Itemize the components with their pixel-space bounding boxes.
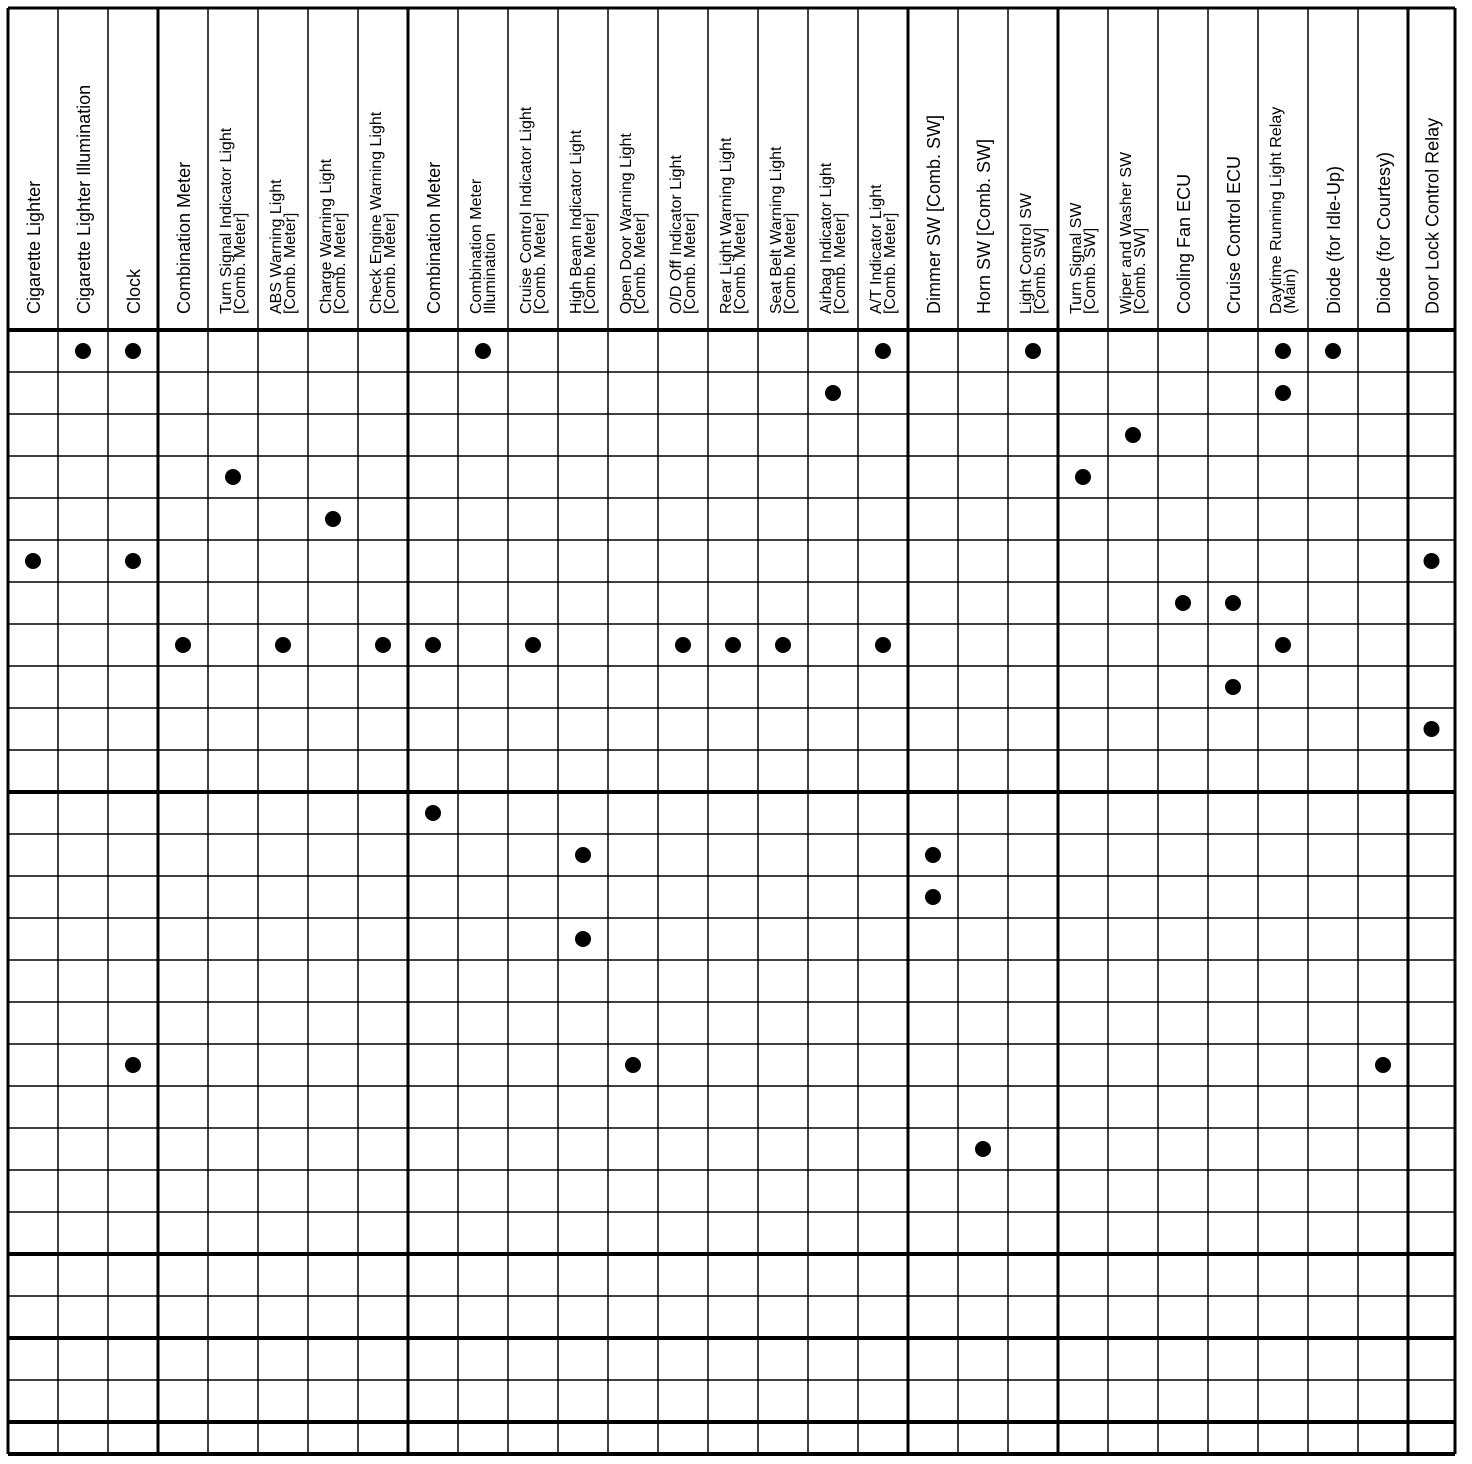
column-header: Turn Signal SW[Comb. SW] — [1068, 202, 1099, 314]
connection-dot — [1325, 343, 1341, 359]
connection-dot — [425, 637, 441, 653]
connection-dot — [1075, 469, 1091, 485]
column-header: ABS Warning Light[Comb. Meter] — [268, 179, 299, 314]
connection-dot — [225, 469, 241, 485]
column-header: Rear Light Warning Light[Comb. Meter] — [718, 137, 749, 314]
column-header: Cigarette Lighter — [24, 180, 44, 314]
column-header: Combination MeterIllumination — [468, 178, 499, 314]
column-header: Turn Signal Indicator Light[Comb. Meter] — [218, 127, 249, 314]
column-header: Daytime Running Light Relay(Main) — [1268, 106, 1299, 314]
column-header: Check Engine Warning Light[Comb. Meter] — [368, 111, 399, 314]
connection-dot — [1424, 553, 1440, 569]
connection-dot — [375, 637, 391, 653]
column-header: Horn SW [Comb. SW] — [974, 138, 994, 314]
connection-dot — [1424, 721, 1440, 737]
connection-dot — [75, 343, 91, 359]
column-header: Open Door Warning Light[Comb. Meter] — [618, 133, 649, 314]
column-header: Diode (for Idle-Up) — [1324, 165, 1344, 314]
column-header: Cooling Fan ECU — [1174, 173, 1194, 314]
connection-dot — [125, 553, 141, 569]
connection-dot — [1175, 595, 1191, 611]
connection-dot — [25, 553, 41, 569]
connection-dot — [875, 343, 891, 359]
connection-dot — [1025, 343, 1041, 359]
connection-dot — [575, 931, 591, 947]
column-header: Charge Warning Light[Comb. Meter] — [318, 158, 349, 314]
connection-dot — [525, 637, 541, 653]
column-header: Diode (for Courtesy) — [1374, 151, 1394, 314]
connection-dot — [625, 1057, 641, 1073]
column-header: A/T Indicator Light[Comb. Meter] — [868, 184, 899, 314]
connection-dot — [875, 637, 891, 653]
column-header: Combination Meter — [174, 161, 194, 314]
column-header: Cruise Control Indicator Light[Comb. Meter] — [518, 106, 549, 314]
column-header: Seat Belt Warning Light[Comb. Meter] — [768, 146, 799, 314]
column-header: Clock — [124, 268, 144, 314]
column-header: Airbag Indicator Light[Comb. Meter] — [818, 162, 849, 314]
column-header: Door Lock Control Relay — [1422, 117, 1443, 314]
column-header: Dimmer SW [Comb. SW] — [924, 114, 944, 314]
connection-dot — [175, 637, 191, 653]
connection-dot — [125, 1057, 141, 1073]
connection-dot — [125, 343, 141, 359]
column-header: Combination Meter — [424, 161, 444, 314]
connection-dot — [1125, 427, 1141, 443]
column-header: Cruise Control ECU — [1224, 155, 1244, 314]
column-header: O/D Off Indicator Light[Comb. Meter] — [668, 155, 699, 314]
connection-dot — [425, 805, 441, 821]
connection-dot — [1225, 679, 1241, 695]
connection-dot — [1275, 343, 1291, 359]
connection-dot — [925, 889, 941, 905]
column-header: Cigarette Lighter Illumination — [74, 84, 94, 314]
connection-dot — [775, 637, 791, 653]
connection-dot — [675, 637, 691, 653]
connection-dot — [975, 1141, 991, 1157]
connection-dot — [1375, 1057, 1391, 1073]
column-header: Wiper and Washer SW[Comb. SW] — [1118, 151, 1149, 314]
column-header: Light Control SW[Comb. SW] — [1018, 193, 1049, 314]
column-header: High Beam Indicator Light[Comb. Meter] — [568, 129, 599, 314]
connection-dot — [475, 343, 491, 359]
connection-dot — [1225, 595, 1241, 611]
connection-dot — [575, 847, 591, 863]
connection-dot — [275, 637, 291, 653]
connection-dot — [725, 637, 741, 653]
connection-dot — [325, 511, 341, 527]
connection-dot — [925, 847, 941, 863]
connection-dot — [1275, 637, 1291, 653]
connection-dot — [1275, 385, 1291, 401]
connection-dot — [825, 385, 841, 401]
